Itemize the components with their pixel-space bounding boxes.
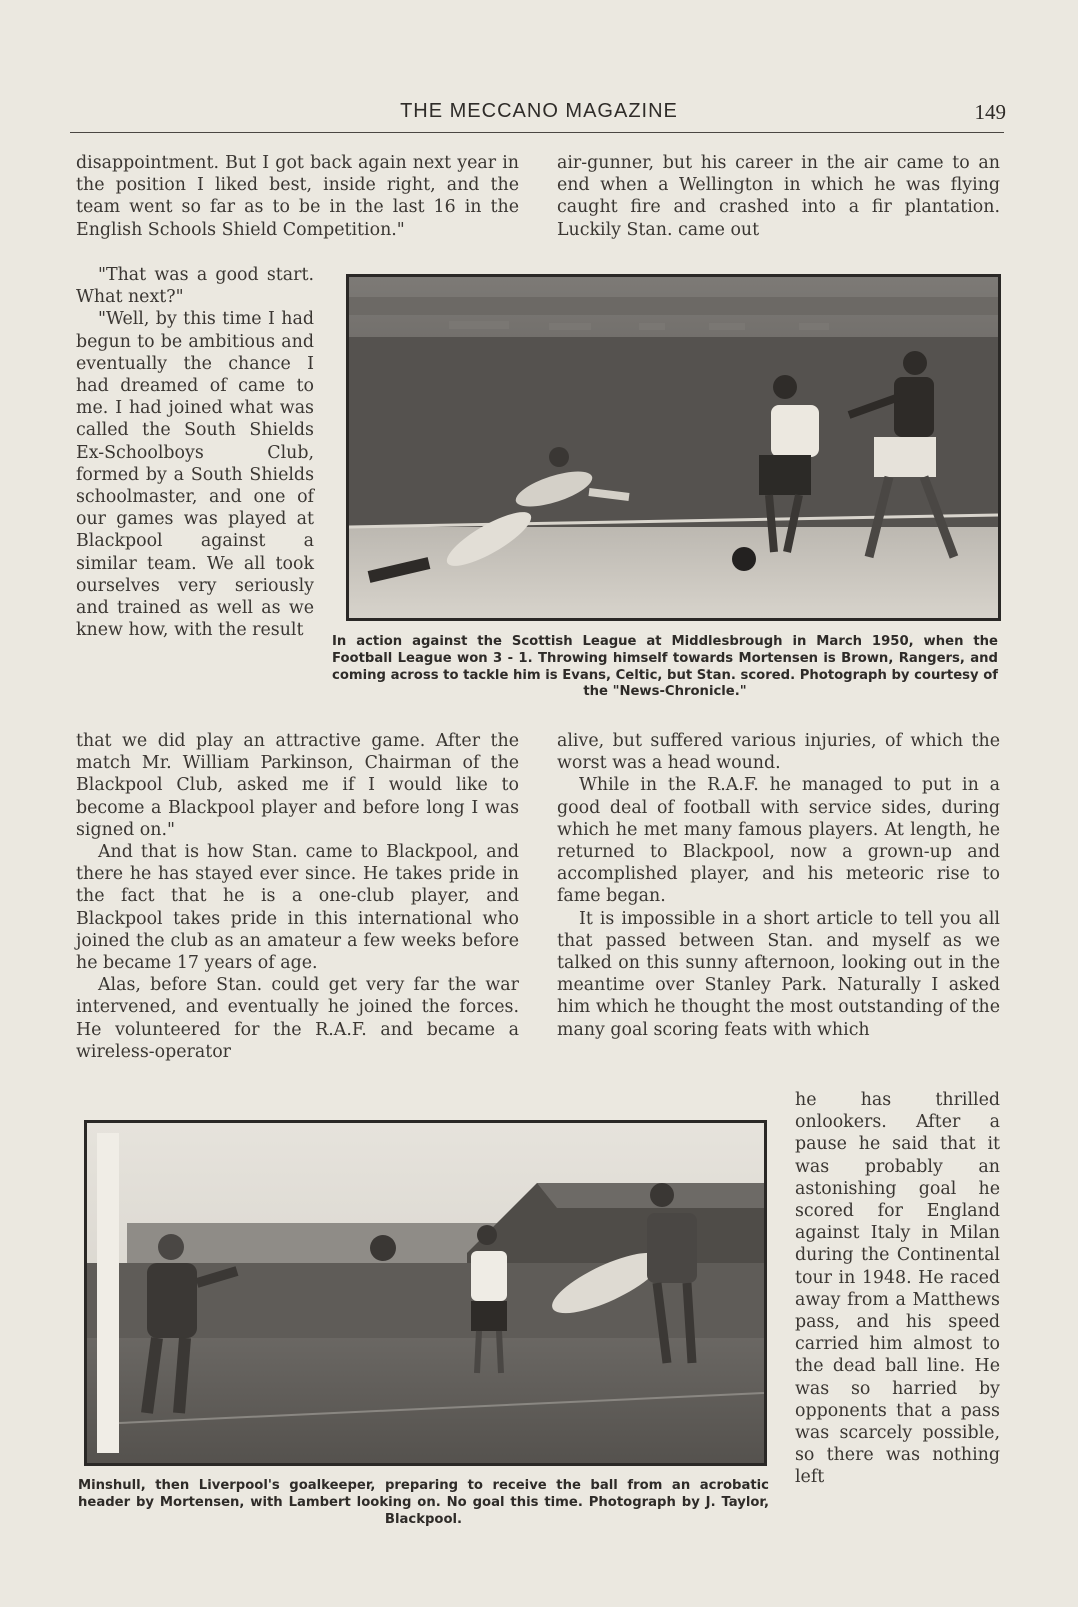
paragraph: disappointment. But I got back again next year in the position I liked best, inside right, and the team went so far as to be in the last 16 in the English Schools Shield Competition." [76,153,519,240]
left-column-top [76,152,519,241]
paragraph: It is impossible in a short article to tell you all that passed between Stan. and myself as we talked on this sunny afternoon, looking out in the meantime over Stanley Park. Naturally I asked him which he thought the most outstanding of the many goal scoring feats with which [557,908,1000,1040]
paragraph: he has thrilled onlookers. After a pause he said that it was probably an astonishing goal he scored for England against Italy in Milan during the Continental tour in 1948. He raced away from a Matthews pass, and his speed carried him almost to the dead ball line. He was so harried by opponents that a pass was scarcely possible, so there was nothing left [795,1090,1000,1488]
paragraph: "That was a good start. What next?" [76,265,314,308]
right-column-top [557,152,1000,241]
magazine-title: THE MECCANO MAGAZINE [400,100,678,122]
right-column-bottom [557,730,1000,1041]
photo-top-image [349,277,998,618]
header-rule [70,132,1004,133]
page-number: 149 [974,100,1006,124]
photo-bottom-image [87,1123,764,1463]
paragraph: alive, but suffered various injuries, of which the worst was a head wound. [557,731,1000,774]
paragraph: air-gunner, but his career in the air came to an end when a Wellington in which he was flying caught fire and crashed into a fir plantation. Luckily Stan. came out [557,153,1000,240]
photo-top-caption: In action against the Scottish League at Middlesbrough in March 1950, when the Football League won 3 - 1. Throwing himself towards Mortensen is Brown, Rangers, and coming across to tackle him is Evans, Celtic, but Stan. scored. Photograph by courtesy of the "News-Chronicle." [332,634,998,700]
photo-top [346,274,1001,621]
paragraph: that we did play an attractive game. After the match Mr. William Parkinson, Chairman of the Blackpool Club, asked me if I would like to become a Blackpool player and before long I was signed on." [76,731,519,840]
paragraph: Alas, before Stan. could get very far the war intervened, and eventually he joined the forces. He volunteered for the R.A.F. and became a wireless-operator [76,975,519,1062]
paragraph: "Well, by this time I had begun to be ambitious and eventually the chance I had dreamed of came to me. I had joined what was called the South Shields Ex-Schoolboys Club, formed by a South Shields schoolmaster, and one of our games was played at Blackpool against a similar team. We all took ourselves very seriously and trained as well as we knew how, with the result [76,309,314,641]
photo-bottom [84,1120,767,1466]
paragraph: And that is how Stan. came to Blackpool, and there he has stayed ever since. He takes pride in the fact that he is a one-club player, and Blackpool takes pride in this international who joined the club as an amateur a few weeks before he became 17 years of age. [76,842,519,974]
left-column-bottom [76,730,519,1063]
right-column-narrow [795,1089,1000,1489]
photo-bottom-caption: Minshull, then Liverpool's goalkeeper, preparing to receive the ball from an acrobatic header by Mortensen, with Lambert looking on. No goal this time. Photograph by J. Taylor, Blackpool. [78,1478,769,1527]
left-column-narrow [76,264,314,641]
paragraph: While in the R.A.F. he managed to put in a good deal of football with service sides, during which he met many famous players. At length, he returned to Blackpool, now a grown-up and accomplished player, and his meteoric rise to fame began. [557,775,1000,907]
